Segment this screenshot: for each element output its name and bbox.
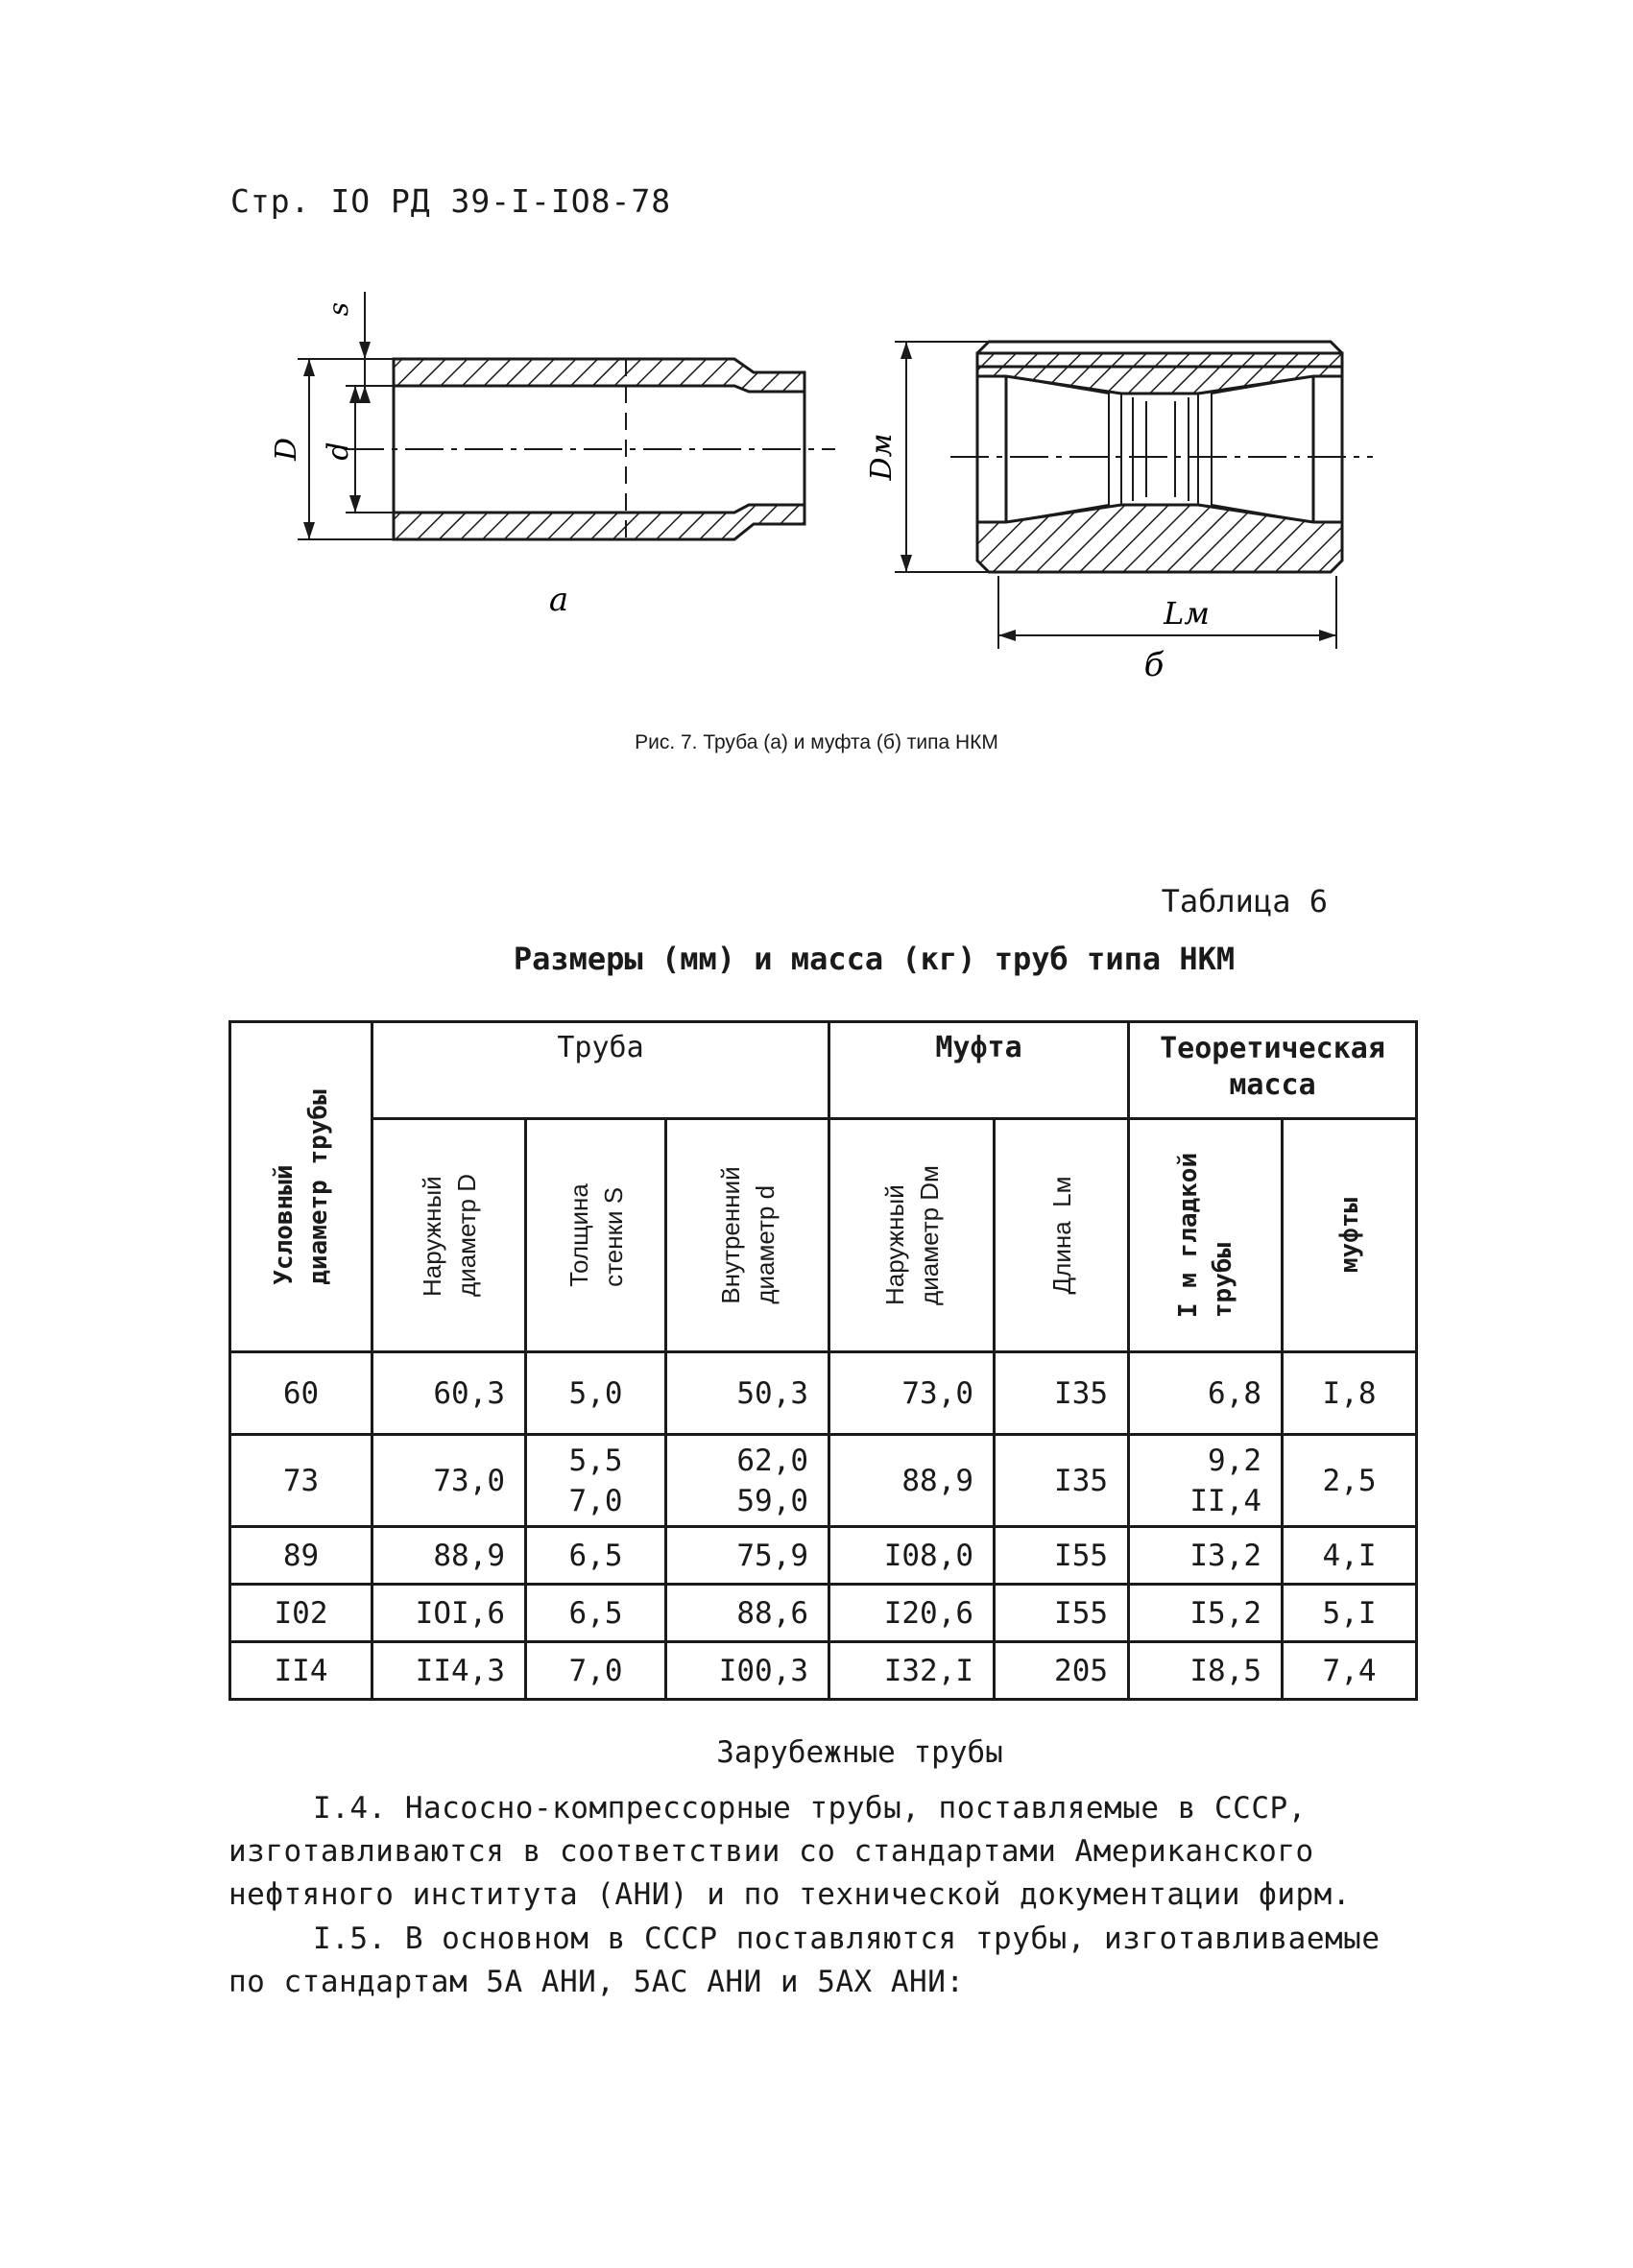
dim-s-label: s: [323, 301, 354, 317]
dim-D-label: D: [270, 437, 303, 462]
col-nominal-header: [230, 1022, 372, 1352]
cell-coupling-length: I55: [995, 1527, 1129, 1585]
paragraph-1-4-text: I.4. Насосно-компрессорные трубы, поставляемые в СССР, изготавливаются в соответствии со стандартами Американского нефтяного института (АНИ) и по технической документации фирм.: [228, 1791, 1351, 1912]
cell-outer: II4,3: [372, 1642, 526, 1700]
col-mass-coup-header: [1283, 1119, 1417, 1352]
cell-wall: 5,5 7,0: [526, 1435, 666, 1527]
figure-caption: Рис. 7. Труба (а) и муфта (б) типа НКМ: [635, 731, 998, 753]
cell-nominal: II4: [230, 1642, 372, 1700]
cell-coupling-length: I35: [995, 1435, 1129, 1527]
cell-inner: 75,9: [666, 1527, 829, 1585]
cell-coupling-outer: 73,0: [829, 1352, 995, 1435]
cell-wall: 5,0: [526, 1352, 666, 1435]
cell-coupling-length: I55: [995, 1585, 1129, 1642]
col-pipe-inner-header: [666, 1119, 829, 1352]
cell-nominal: 60: [230, 1352, 372, 1435]
col-coup-outer-header: [829, 1119, 995, 1352]
cell-coupling-outer: I20,6: [829, 1585, 995, 1642]
cell-mass-pipe: 6,8: [1129, 1352, 1283, 1435]
col-mass-pipe-label: I м гладкой трубы: [1173, 1152, 1237, 1319]
cell-coupling-length: 205: [995, 1642, 1129, 1700]
cell-mass-pipe: I3,2: [1129, 1527, 1283, 1585]
cell-outer: 73,0: [372, 1435, 526, 1527]
col-coup-outer-label: Наружный диаметр Dм: [879, 1165, 944, 1305]
section-title: Зарубежные трубы: [716, 1735, 1003, 1770]
coupling-drawing: [895, 342, 1373, 649]
cell-mass-coupling: 4,I: [1283, 1527, 1417, 1585]
table-label: Таблица 6: [1161, 883, 1328, 919]
cell-coupling-outer: I08,0: [829, 1527, 995, 1585]
col-pipe-outer-label: Наружный диаметр D: [417, 1174, 481, 1297]
group-coupling-header: Муфта: [829, 1022, 1129, 1119]
cell-inner: 62,0 59,0: [666, 1435, 829, 1527]
cell-mass-coupling: 7,4: [1283, 1642, 1417, 1700]
cell-nominal: I02: [230, 1585, 372, 1642]
page-header: Стр. IO РД 39-I-IO8-78: [230, 182, 672, 220]
group-mass-header: Теоретическая масса: [1129, 1022, 1417, 1119]
dim-Lm-label: Lм: [1164, 595, 1210, 632]
cell-outer: 60,3: [372, 1352, 526, 1435]
cell-wall: 7,0: [526, 1642, 666, 1700]
figure-label-a: a: [548, 581, 569, 619]
cell-mass-pipe: I8,5: [1129, 1642, 1283, 1700]
cell-outer: 88,9: [372, 1527, 526, 1585]
cell-mass-pipe: I5,2: [1129, 1585, 1283, 1642]
cell-mass-coupling: I,8: [1283, 1352, 1417, 1435]
col-pipe-wall-header: [526, 1119, 666, 1352]
pipe-drawing: [298, 292, 835, 539]
cell-mass-coupling: 2,5: [1283, 1435, 1417, 1527]
table-row: [230, 1527, 1417, 1585]
figure-label-b: б: [1143, 646, 1165, 684]
table-title: Размеры (мм) и масса (кг) труб типа НКМ: [513, 941, 1236, 977]
col-mass-coup-label: муфты: [1334, 1197, 1364, 1274]
cell-coupling-outer: 88,9: [829, 1435, 995, 1527]
col-coup-length-header: [995, 1119, 1129, 1352]
dim-Dm-label: Dм: [865, 433, 899, 481]
cell-mass-coupling: 5,I: [1283, 1585, 1417, 1642]
cell-mass-pipe: 9,2 II,4: [1129, 1435, 1283, 1527]
cell-coupling-length: I35: [995, 1352, 1129, 1435]
paragraph-1-5-text: I.5. В основном в СССР поставляются трубы, изготавливаемые по стандартам 5А АНИ, 5АС АНИ и 5АХ АНИ:: [228, 1922, 1381, 1999]
col-mass-pipe-header: [1129, 1119, 1283, 1352]
table-row: [230, 1352, 1417, 1435]
cell-inner: 88,6: [666, 1585, 829, 1642]
col-pipe-outer-header: [372, 1119, 526, 1352]
cell-outer: IOI,6: [372, 1585, 526, 1642]
cell-inner: 50,3: [666, 1352, 829, 1435]
col-pipe-inner-label: Внутренний диаметр d: [715, 1166, 780, 1304]
col-nominal-label: Условный диаметр трубы: [269, 1088, 333, 1285]
cell-nominal: 73: [230, 1435, 372, 1527]
cell-nominal: 89: [230, 1527, 372, 1585]
pipe-dimensions-table: [228, 1020, 1418, 1701]
cell-wall: 6,5: [526, 1527, 666, 1585]
cell-wall: 6,5: [526, 1585, 666, 1642]
cell-inner: I00,3: [666, 1642, 829, 1700]
figure-7-drawing: [0, 0, 1633, 729]
paragraph-1-5: [228, 1918, 1419, 2004]
col-pipe-wall-label: Толщина стенки S: [564, 1183, 628, 1287]
dim-d-label: d: [322, 442, 355, 461]
table-row: [230, 1585, 1417, 1642]
paragraph-1-4: [228, 1787, 1419, 1917]
table-row: [230, 1642, 1417, 1700]
group-pipe-header: Труба: [372, 1022, 829, 1119]
cell-coupling-outer: I32,I: [829, 1642, 995, 1700]
col-coup-length-label: Длина Lм: [1046, 1176, 1076, 1295]
table-row: [230, 1435, 1417, 1527]
